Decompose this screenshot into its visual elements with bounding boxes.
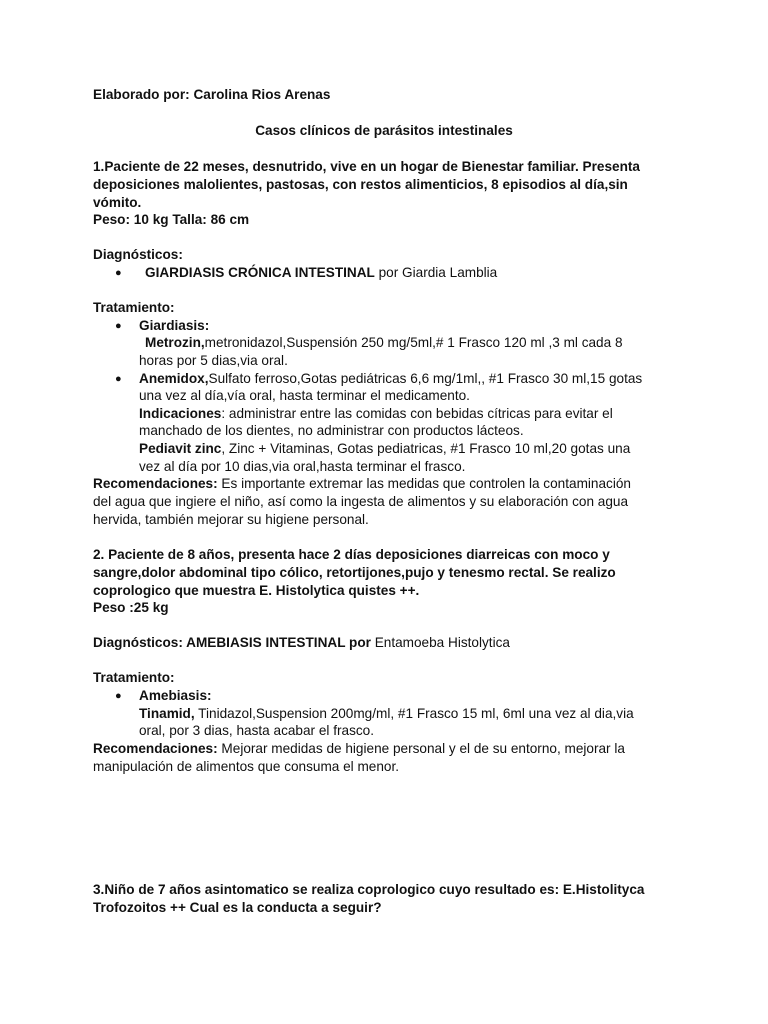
case3-line-2: Trofozoitos ++ Cual es la conducta a seguir?: [93, 900, 382, 915]
case1-treatment-heading: Tratamiento:: [93, 300, 175, 315]
case1-recommendations-text: Es importante extremar las medidas que controlen la contaminación: [217, 476, 631, 491]
case1-indications-line-2: manchado de los dientes, no administrar con productos lácteos.: [139, 423, 524, 438]
case2-treatment-1-title: Amebiasis:: [139, 688, 212, 703]
case2-recommendations-label: Recomendaciones:: [93, 741, 218, 756]
case1-treatment-3-line-2: vez al día por 10 dias,via oral,hasta terminar el frasco.: [139, 459, 466, 474]
author-line: Elaborado por: Carolina Rios Arenas: [93, 87, 331, 102]
bullet-icon: ●: [115, 320, 122, 332]
case1-recommendations-line-1: [93, 475, 631, 493]
case1-treatment-3-text: , Zinc + Vitaminas, Gotas pediatricas, #1 Frasco 10 ml,20 gotas una: [221, 441, 631, 456]
bullet-icon: ●: [115, 267, 122, 279]
case2-weight: Peso :25 kg: [93, 600, 169, 615]
case1-treatment-1-drug: Metrozin,: [145, 335, 205, 350]
page-title: Casos clínicos de parásitos intestinales: [255, 123, 513, 138]
case2-treatment-heading: Tratamiento:: [93, 670, 175, 685]
case2-intro-line-2: sangre,dolor abdominal tipo cólico, retortijones,pujo y tenesmo rectal. Se realizo: [93, 565, 616, 580]
case2-treatment-1-line-2: oral, por 3 dias, hasta acabar el frasco.: [139, 723, 374, 738]
case2-treatment-1-text: Tinidazol,Suspension 200mg/ml, #1 Frasco 15 ml, 6ml una vez al dia,via: [194, 706, 634, 721]
case1-indications-text: : administrar entre las comidas con bebidas cítricas para evitar el: [221, 406, 613, 421]
case2-treatment-1-drug: Tinamid,: [139, 706, 195, 721]
case1-treatment-1-line-2: horas por 5 dias,via oral.: [139, 353, 288, 368]
bullet-icon: ●: [115, 373, 122, 385]
case1-intro-line-1: 1.Paciente de 22 meses, desnutrido, vive en un hogar de Bienestar familiar. Presenta: [93, 159, 640, 174]
case1-diagnosis-item: [145, 264, 497, 282]
case1-intro-line-2: deposiciones malolientes, pastosas, con restos alimenticios, 8 episodios al día,sin: [93, 177, 628, 192]
case2-diagnosis: [93, 634, 510, 652]
case1-indications-line-1: [139, 405, 613, 423]
case1-vitals: Peso: 10 kg Talla: 86 cm: [93, 212, 250, 227]
case1-recommendations-label: Recomendaciones:: [93, 476, 218, 491]
case1-recommendations-line-3: hervida, también mejorar su higiene personal.: [93, 512, 369, 527]
case1-treatment-3-line-1: [139, 440, 630, 458]
case1-indications-label: Indicaciones: [139, 406, 222, 421]
case1-treatment-1-text: metronidazol,Suspensión 250 mg/5ml,# 1 Frasco 120 ml ,3 ml cada 8: [204, 335, 623, 350]
case1-treatment-3-drug: Pediavit zinc: [139, 441, 222, 456]
case1-treatment-1-line-1: [145, 334, 623, 352]
case1-diagnosis-cause: por Giardia Lamblia: [374, 265, 498, 280]
case1-diagnosis-heading: Diagnósticos:: [93, 247, 183, 262]
case1-intro-line-3: vómito.: [93, 195, 142, 210]
case2-intro-line-3: coprologico que muestra E. Histolytica quistes ++.: [93, 583, 420, 598]
case1-treatment-2-text: Sulfato ferroso,Gotas pediátricas 6,6 mg/1ml,, #1 Frasco 30 ml,15 gotas: [208, 371, 643, 386]
case2-recommendations-line-2: manipulación de alimentos que consuma el menor.: [93, 759, 400, 774]
case2-treatment-1-line-1: [139, 705, 634, 723]
case2-intro-line-1: 2. Paciente de 8 años, presenta hace 2 días deposiciones diarreicas con moco y: [93, 547, 610, 562]
case1-treatment-2-line-2: una vez al día,vía oral, hasta terminar el medicamento.: [139, 388, 470, 403]
case1-treatment-1-title: Giardiasis:: [139, 318, 210, 333]
case2-recommendations-line-1: [93, 740, 625, 758]
case1-recommendations-line-2: del agua que ingiere el niño, así como la ingesta de alimentos y su elaboración con agua: [93, 494, 629, 509]
case2-recommendations-text: Mejorar medidas de higiene personal y el de su entorno, mejorar la: [217, 741, 625, 756]
case1-treatment-2-drug: Anemidox,: [139, 371, 209, 386]
case1-treatment-2-line-1: [139, 370, 642, 388]
case2-diagnosis-cause: Entamoeba Histolytica: [370, 635, 510, 650]
case3-line-1: 3.Niño de 7 años asintomatico se realiza coprologico cuyo resultado es: E.Histolityca: [93, 882, 645, 897]
bullet-icon: ●: [115, 690, 122, 702]
case2-diagnosis-label: Diagnósticos: AMEBIASIS INTESTINAL por: [93, 635, 371, 650]
case1-diagnosis-name: GIARDIASIS CRÓNICA INTESTINAL: [145, 265, 375, 280]
